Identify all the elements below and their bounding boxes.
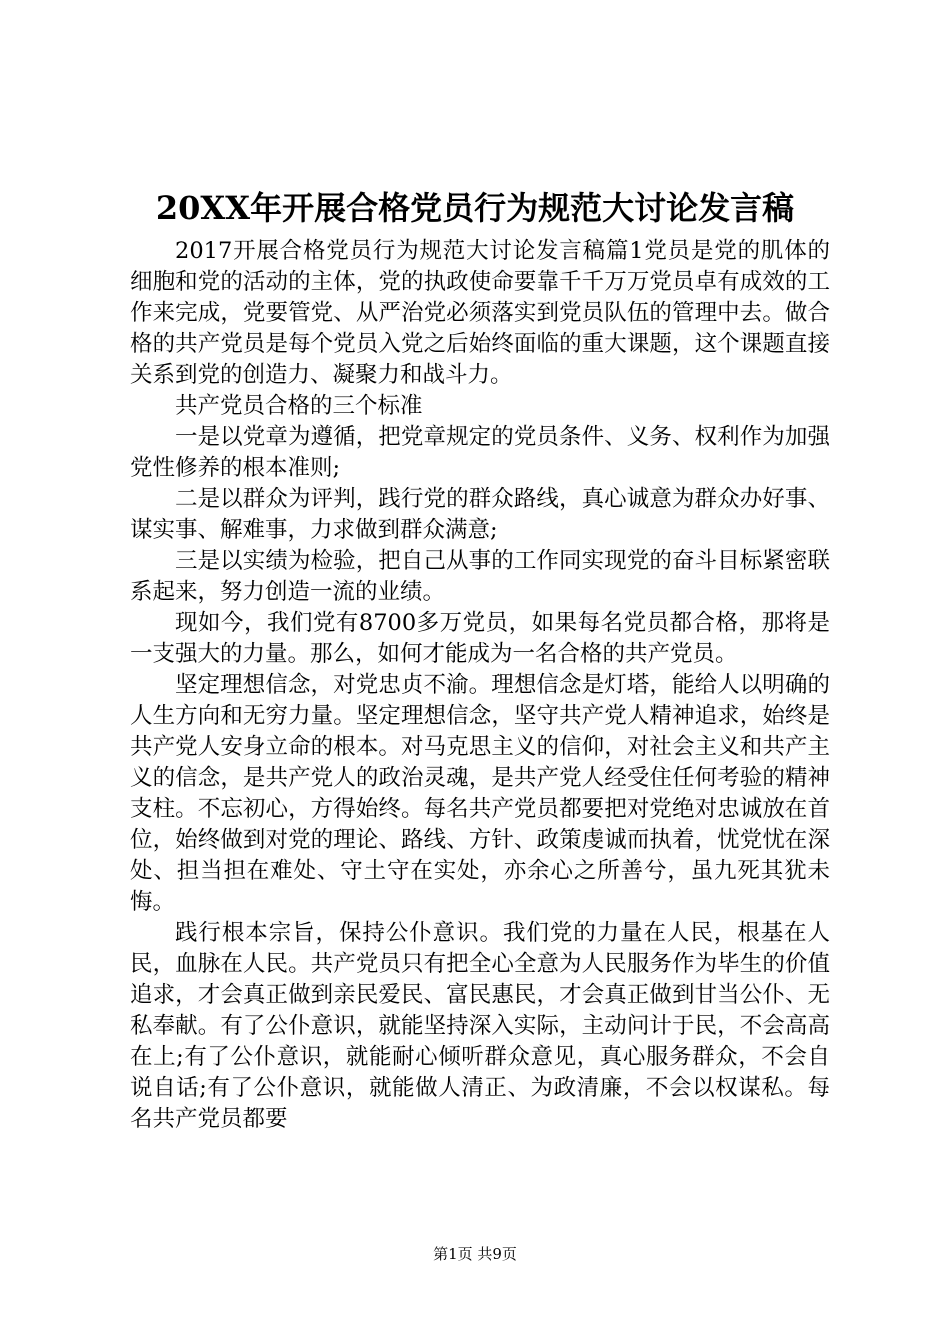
document-body [130,236,830,1135]
paragraph: 现如今，我们党有8700多万党员，如果每名党员都合格，那将是一支强大的力量。那么，如何才能成为一名合格的共产党员。 [130,610,830,667]
paragraph: 二是以群众为评判，践行党的群众路线，真心诚意为群众办好事、谋实事、解难事，力求做到群众满意; [130,486,830,543]
paragraph: 2017开展合格党员行为规范大讨论发言稿篇1党员是党的肌体的细胞和党的活动的主体，党的执政使命要靠千千万万党员卓有成效的工作来完成，党要管党、从严治党必须落实到党员队伍的管理中去。做合格的共产党员是每个党员入党之后始终面临的重大课题，这个课题直接关系到党的创造力、凝聚力和战斗力。 [130,238,830,388]
paragraph: 一是以党章为遵循，把党章规定的党员条件、义务、权利作为加强党性修养的根本准则; [130,424,830,481]
document-title: 20XX年开展合格党员行为规范大讨论发言稿 [155,189,795,227]
paragraph: 共产党员合格的三个标准 [175,393,423,419]
paragraph: 坚定理想信念，对党忠贞不渝。理想信念是灯塔，能给人以明确的人生方向和无穷力量。坚定理想信念，坚守共产党人精神追求，始终是共产党人安身立命的根本。对马克思主义的信仰，对社会主义和共产主义的信念，是共产党人的政治灵魂，是共产党人经受住任何考验的精神支柱。不忘初心，方得始终。每名共产党员都要把对党绝对忠诚放在首位，始终做到对党的理论、路线、方针、政策虔诚而执着，忧党忧在深处、担当担在难处、守土守在实处，亦余心之所善兮，虽九死其犹未悔。 [130,672,830,915]
paragraph: 践行根本宗旨，保持公仆意识。我们党的力量在人民，根基在人民，血脉在人民。共产党员只有把全心全意为人民服务作为毕生的价值追求，才会真正做到亲民爱民、富民惠民，才会真正做到甘当公仆、无私奉献。有了公仆意识，就能坚持深入实际，主动问计于民，不会高高在上;有了公仆意识，就能耐心倾听群众意见，真心服务群众，不会自说自话;有了公仆意识，就能做人清正、为政清廉，不会以权谋私。每名共产党员都要 [130,920,830,1132]
page-footer: 第1页 共9页 [433,1245,517,1263]
paragraph: 三是以实绩为检验，把自己从事的工作同实现党的奋斗目标紧密联系起来，努力创造一流的业绩。 [130,548,830,605]
